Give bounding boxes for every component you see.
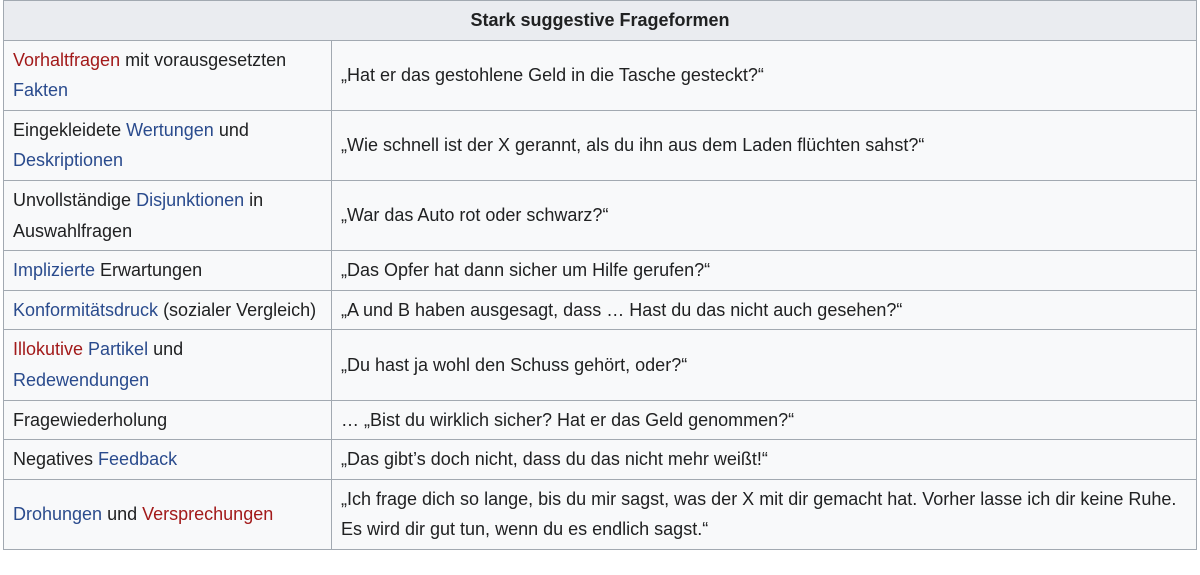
- row-example-cell: „Du hast ja wohl den Schuss gehört, oder?“: [332, 330, 1197, 400]
- wiki-link[interactable]: Deskriptionen: [13, 150, 124, 171]
- wiki-link[interactable]: Illokutive: [13, 339, 84, 360]
- wiki-link[interactable]: Vorhaltfragen: [13, 49, 121, 70]
- row-example-cell: „Das gibt’s doch nicht, dass du das nicht mehr weißt!“: [332, 440, 1197, 480]
- row-example-cell: „Hat er das gestohlene Geld in die Tasche gesteckt?“: [332, 40, 1197, 110]
- row-label-cell: [4, 40, 332, 110]
- label-text: Fragewiederholung: [13, 409, 168, 430]
- label-text: (sozialer Vergleich): [158, 299, 317, 320]
- wiki-link[interactable]: Konformitätsdruck: [13, 299, 159, 320]
- wiki-link[interactable]: Feedback: [98, 449, 178, 470]
- table-row: [4, 110, 1197, 180]
- wiki-link[interactable]: Partikel: [88, 339, 149, 360]
- row-example-cell: … „Bist du wirklich sicher? Hat er das Geld genommen?“: [332, 400, 1197, 440]
- label-text: und: [213, 119, 249, 140]
- table-row: [4, 251, 1197, 291]
- wiki-link[interactable]: Fakten: [13, 80, 69, 101]
- wiki-link[interactable]: Implizierte: [13, 260, 96, 281]
- wiki-link[interactable]: Redewendungen: [13, 369, 150, 390]
- table-row: [4, 180, 1197, 250]
- table-row: [4, 290, 1197, 330]
- row-example-cell: „War das Auto rot oder schwarz?“: [332, 180, 1197, 250]
- wiki-link[interactable]: Drohungen: [13, 504, 103, 525]
- label-text: Negatives: [13, 449, 99, 470]
- label-text: Eingekleidete: [13, 119, 127, 140]
- row-label-cell: [4, 330, 332, 400]
- suggestive-questions-table: [3, 0, 1197, 550]
- label-text: Erwartungen: [95, 260, 203, 281]
- row-label-cell: [4, 400, 332, 440]
- table-row: [4, 330, 1197, 400]
- row-label-cell: [4, 110, 332, 180]
- table-title: Stark suggestive Frageformen: [4, 1, 1197, 41]
- label-text: und: [148, 339, 184, 360]
- row-label-cell: [4, 251, 332, 291]
- row-label-cell: [4, 479, 332, 549]
- row-label-cell: [4, 180, 332, 250]
- table-row: [4, 400, 1197, 440]
- table-row: [4, 440, 1197, 480]
- row-label-cell: [4, 290, 332, 330]
- wiki-link[interactable]: Disjunktionen: [136, 189, 245, 210]
- wiki-link[interactable]: Wertungen: [126, 119, 214, 140]
- table-header-row: [4, 1, 1197, 41]
- row-example-cell: „Wie schnell ist der X gerannt, als du ihn aus dem Laden flüchten sahst?“: [332, 110, 1197, 180]
- wiki-link[interactable]: Versprechungen: [142, 504, 274, 525]
- label-text: mit vorausgesetzten: [120, 49, 287, 70]
- table-row: [4, 40, 1197, 110]
- row-example-cell: „Ich frage dich so lange, bis du mir sagst, was der X mit dir gemacht hat. Vorher lasse ich dir keine Ruhe. Es wird dir gut tun, wenn du es endlich sagst.“: [332, 479, 1197, 549]
- table-row: [4, 479, 1197, 549]
- label-text: in Auswahlfragen: [13, 189, 264, 241]
- row-label-cell: [4, 440, 332, 480]
- label-text: und: [102, 504, 143, 525]
- row-example-cell: „A und B haben ausgesagt, dass … Hast du das nicht auch gesehen?“: [332, 290, 1197, 330]
- table-body: [4, 40, 1197, 549]
- label-text: Unvollständige: [13, 189, 137, 210]
- row-example-cell: „Das Opfer hat dann sicher um Hilfe gerufen?“: [332, 251, 1197, 291]
